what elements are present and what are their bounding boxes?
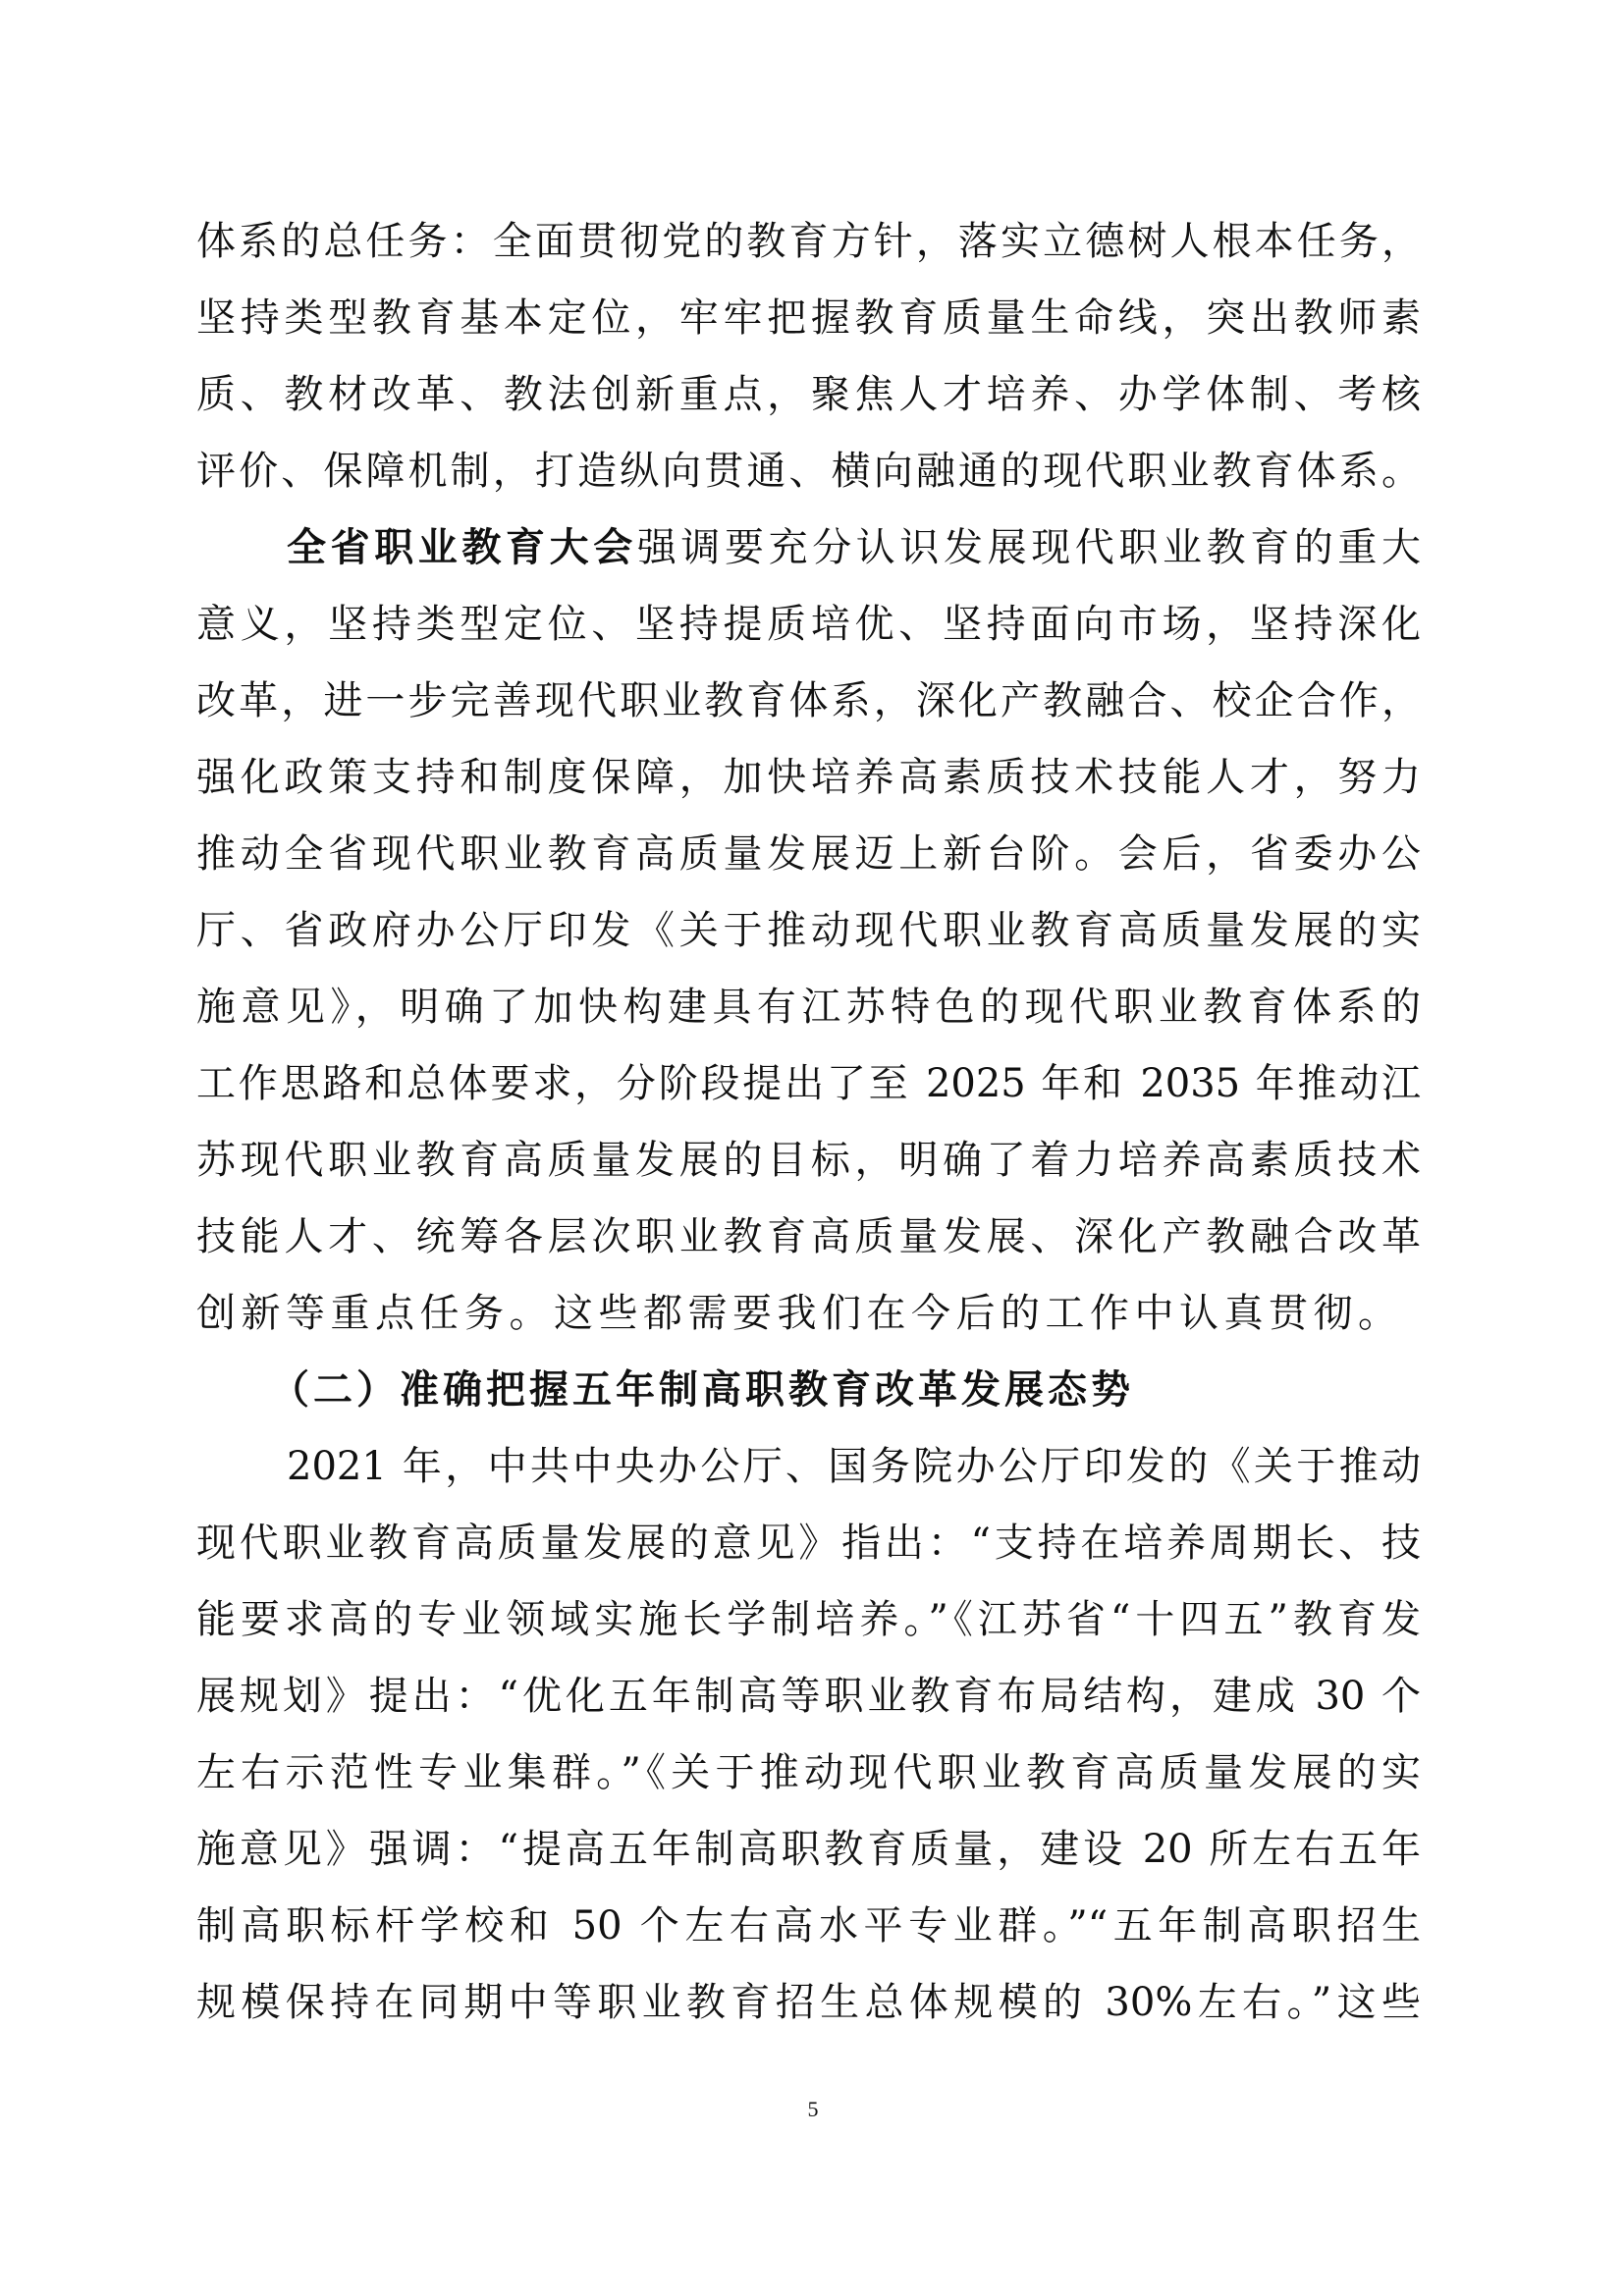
paragraph-2-line-10: 技能人才、统筹各层次职业教育高质量发展、深化产教融合改革 [196,1214,1421,1259]
paragraph-3-line-1: 2021 年，中共中央办公厅、国务院办公厅印发的《关于推动 [287,1444,1421,1489]
paragraph-2-line-1 [287,523,1421,572]
paragraph-2-line-6: 厅、省政府办公厅印发《关于推动现代职业教育高质量发展的实 [196,908,1421,953]
paragraph-1-line-2: 坚持类型教育基本定位，牢牢把握教育质量生命线，突出教师素 [196,295,1421,341]
paragraph-2-first-line-rest: 强调要充分认识发展现代职业教育的重大 [636,525,1421,570]
page-number: 5 [807,2097,819,2121]
paragraph-2-line-5: 推动全省现代职业教育高质量发展迈上新台阶。会后，省委办公 [196,831,1421,877]
paragraph-3-line-5: 左右示范性专业集群。”《关于推动现代职业教育高质量发展的实 [196,1750,1421,1795]
paragraph-2-line-2: 意义，坚持类型定位、坚持提质培优、坚持面向市场，坚持深化 [196,602,1421,647]
paragraph-3-line-8: 规模保持在同期中等职业教育招生总体规模的 30%左右。”这些 [196,1980,1421,2025]
paragraph-1-line-1: 体系的总任务：全面贯彻党的教育方针，落实立德树人根本任务， [196,219,1421,264]
paragraph-2-line-3: 改革，进一步完善现代职业教育体系，深化产教融合、校企合作， [196,678,1421,723]
paragraph-2-lead-bold: 全省职业教育大会 [287,524,637,570]
paragraph-2-line-7: 施意见》，明确了加快构建具有江苏特色的现代职业教育体系的 [196,985,1421,1030]
paragraph-2-line-9: 苏现代职业教育高质量发展的目标，明确了着力培养高素质技术 [196,1138,1421,1183]
paragraph-3-line-7: 制高职标杆学校和 50 个左右高水平专业群。”“五年制高职招生 [196,1903,1421,1949]
paragraph-2-line-8: 工作思路和总体要求，分阶段提出了至 2025 年和 2035 年推动江 [196,1061,1421,1106]
paragraph-3-line-3: 能要求高的专业领域实施长学制培养。”《江苏省“十四五”教育发 [196,1597,1421,1642]
paragraph-3-line-6: 施意见》强调：“提高五年制高职教育质量，建设 20 所左右五年 [196,1827,1421,1872]
paragraph-1-line-4: 评价、保障机制，打造纵向贯通、横向融通的现代职业教育体系。 [196,449,1421,494]
paragraph-2-line-4: 强化政策支持和制度保障，加快培养高素质技术技能人才，努力 [196,755,1421,800]
paragraph-2-line-11: 创新等重点任务。这些都需要我们在今后的工作中认真贯彻。 [196,1291,1403,1336]
section-heading: （二）准确把握五年制高职教育改革发展态势 [270,1366,1134,1413]
paragraph-3-line-4: 展规划》提出：“优化五年制高等职业教育布局结构，建成 30 个 [196,1674,1421,1719]
paragraph-1-line-3: 质、教材改革、教法创新重点，聚焦人才培养、办学体制、考核 [196,372,1421,417]
paragraph-3-line-2: 现代职业教育高质量发展的意见》指出：“支持在培养周期长、技 [196,1521,1421,1566]
